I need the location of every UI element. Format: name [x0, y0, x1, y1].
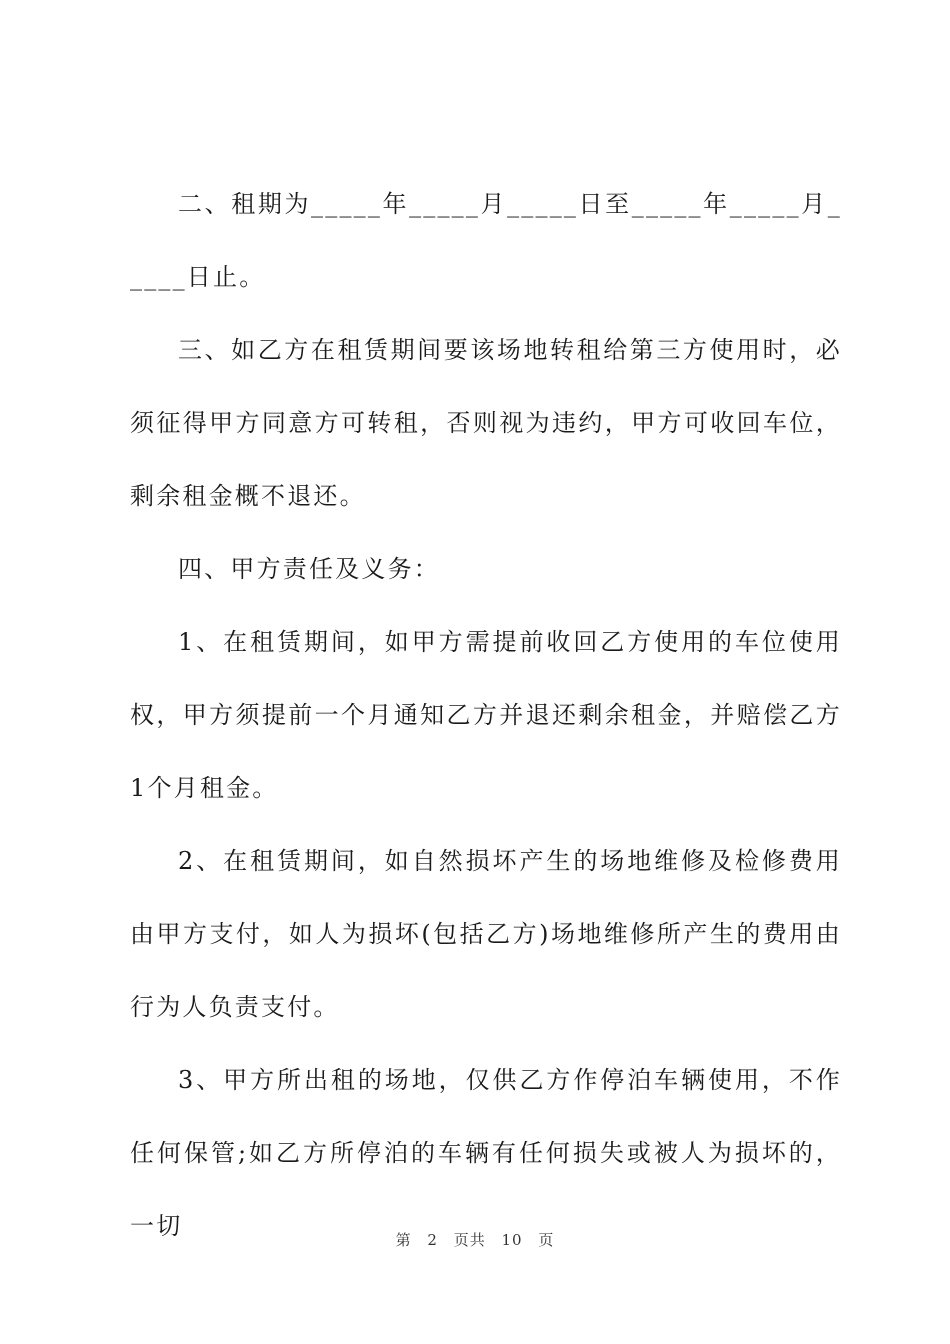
paragraph-clause-2: 2、在租赁期间，如自然损坏产生的场地维修及检修费用由甲方支付，如人为损坏(包括乙方)场地维修所产生的费用由行为人负责支付。	[130, 847, 842, 1021]
page-footer	[0, 1229, 950, 1250]
footer-current-page: 2	[427, 1231, 438, 1249]
paragraph-lease-term: 二、租期为_____年_____月_____日至_____年_____月_____日止。	[130, 190, 842, 291]
footer-prefix: 第	[395, 1231, 412, 1249]
paragraph-clause-3: 3、甲方所出租的场地，仅供乙方作停泊车辆使用，不作任何保管;如乙方所停泊的车辆有任何损失或被人为损坏的，一切	[130, 1066, 842, 1240]
paragraph-clause-1: 1、在租赁期间，如甲方需提前收回乙方使用的车位使用权，甲方须提前一个月通知乙方并退还剩余租金，并赔偿乙方1个月租金。	[130, 628, 842, 802]
paragraph-sublease: 三、如乙方在租赁期间要该场地转租给第三方使用时，必须征得甲方同意方可转租，否则视为违约，甲方可收回车位，剩余租金概不退还。	[130, 336, 842, 510]
footer-suffix: 页	[538, 1231, 555, 1249]
footer-total-pages: 10	[501, 1231, 523, 1249]
document-body	[130, 168, 842, 1263]
paragraph-party-a-heading: 四、甲方责任及义务：	[178, 555, 440, 583]
footer-middle: 页共	[453, 1231, 486, 1249]
